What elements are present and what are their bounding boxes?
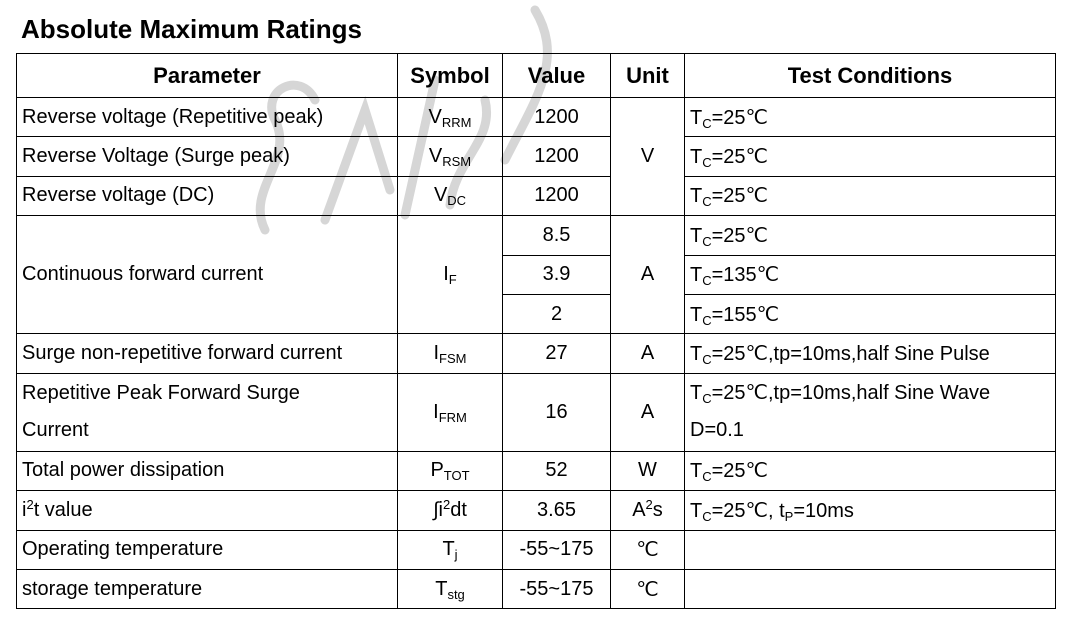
symbol-cell: $P_{TOT}$ bbox=[398, 451, 503, 490]
value-cell: 52 bbox=[503, 451, 611, 490]
column-header-test-conditions: Test Conditions bbox=[685, 54, 1056, 98]
parameter-cell: $i^2t$ value bbox=[17, 491, 398, 530]
parameter-cell: storage temperature bbox=[17, 569, 398, 608]
symbol-cell: $V_{RRM}$ bbox=[398, 98, 503, 137]
parameter-cell: Repetitive Peak Forward Surge Current bbox=[17, 373, 398, 451]
column-header-value: Value bbox=[503, 54, 611, 98]
condition-cell: $T_C=25℃$ bbox=[685, 176, 1056, 215]
table-row bbox=[17, 569, 1056, 608]
condition-cell: $T_C=25℃$ bbox=[685, 216, 1056, 255]
unit-cell: ℃ bbox=[611, 569, 685, 608]
table-row bbox=[17, 216, 1056, 255]
table-row bbox=[17, 98, 1056, 137]
condition-cell: $T_C=135℃$ bbox=[685, 255, 1056, 294]
table-row bbox=[17, 137, 1056, 176]
table-row bbox=[17, 334, 1056, 373]
value-cell: 16 bbox=[503, 373, 611, 451]
condition-cell: $T_C=155℃$ bbox=[685, 294, 1056, 333]
value-cell: 3.9 bbox=[503, 255, 611, 294]
value-cell: 8.5 bbox=[503, 216, 611, 255]
symbol-cell: $\int i^2dt$ bbox=[398, 491, 503, 530]
table-row bbox=[17, 373, 1056, 451]
symbol-cell: $V_{RSM}$ bbox=[398, 137, 503, 176]
unit-cell: W bbox=[611, 451, 685, 490]
unit-cell: ℃ bbox=[611, 530, 685, 569]
parameter-cell: Surge non-repetitive forward current bbox=[17, 334, 398, 373]
condition-cell bbox=[685, 569, 1056, 608]
value-cell: 1200 bbox=[503, 176, 611, 215]
column-header-symbol: Symbol bbox=[398, 54, 503, 98]
parameter-cell: Reverse voltage (DC) bbox=[17, 176, 398, 215]
value-cell: -55~175 bbox=[503, 569, 611, 608]
value-cell: -55~175 bbox=[503, 530, 611, 569]
table-row bbox=[17, 491, 1056, 530]
table-row bbox=[17, 451, 1056, 490]
table-row bbox=[17, 530, 1056, 569]
value-cell: 3.65 bbox=[503, 491, 611, 530]
condition-cell bbox=[685, 530, 1056, 569]
value-cell: 27 bbox=[503, 334, 611, 373]
value-cell: 2 bbox=[503, 294, 611, 333]
parameter-cell: Operating temperature bbox=[17, 530, 398, 569]
section-title: Absolute Maximum Ratings bbox=[21, 14, 362, 44]
symbol-cell: $I_{FRM}$ bbox=[398, 373, 503, 451]
column-header-unit: Unit bbox=[611, 54, 685, 98]
symbol-cell: $V_{DC}$ bbox=[398, 176, 503, 215]
unit-cell: A bbox=[611, 334, 685, 373]
unit-cell: V bbox=[611, 98, 685, 216]
table-header-row bbox=[17, 54, 1056, 98]
condition-cell: $T_C=25℃$ bbox=[685, 137, 1056, 176]
condition-cell: $T_C=25℃,tp=10ms,half$ Sine Pulse bbox=[685, 334, 1056, 373]
value-cell: 1200 bbox=[503, 137, 611, 176]
condition-cell: $T_C=25℃$ bbox=[685, 451, 1056, 490]
unit-cell: $A^2s$ bbox=[611, 491, 685, 530]
parameter-cell: Reverse Voltage (Surge peak) bbox=[17, 137, 398, 176]
symbol-cell: $I_F$ bbox=[398, 216, 503, 334]
unit-cell: A bbox=[611, 373, 685, 451]
unit-cell: A bbox=[611, 216, 685, 334]
symbol-cell: $T_{stg}$ bbox=[398, 569, 503, 608]
table-row bbox=[17, 176, 1056, 215]
condition-cell: $T_C=25℃$ bbox=[685, 98, 1056, 137]
condition-cell: $T_C=25℃$, $t_P=10ms$ bbox=[685, 491, 1056, 530]
absolute-maximum-ratings-table bbox=[16, 53, 1056, 609]
parameter-cell: Continuous forward current bbox=[17, 216, 398, 334]
parameter-cell: Total power dissipation bbox=[17, 451, 398, 490]
symbol-cell: $T_j$ bbox=[398, 530, 503, 569]
column-header-parameter: Parameter bbox=[17, 54, 398, 98]
value-cell: 1200 bbox=[503, 98, 611, 137]
symbol-cell: $I_{FSM}$ bbox=[398, 334, 503, 373]
parameter-cell: Reverse voltage (Repetitive peak) bbox=[17, 98, 398, 137]
condition-cell: $T_C=25℃,tp=10ms,half$ Sine Wave D=0.1 bbox=[685, 373, 1056, 451]
